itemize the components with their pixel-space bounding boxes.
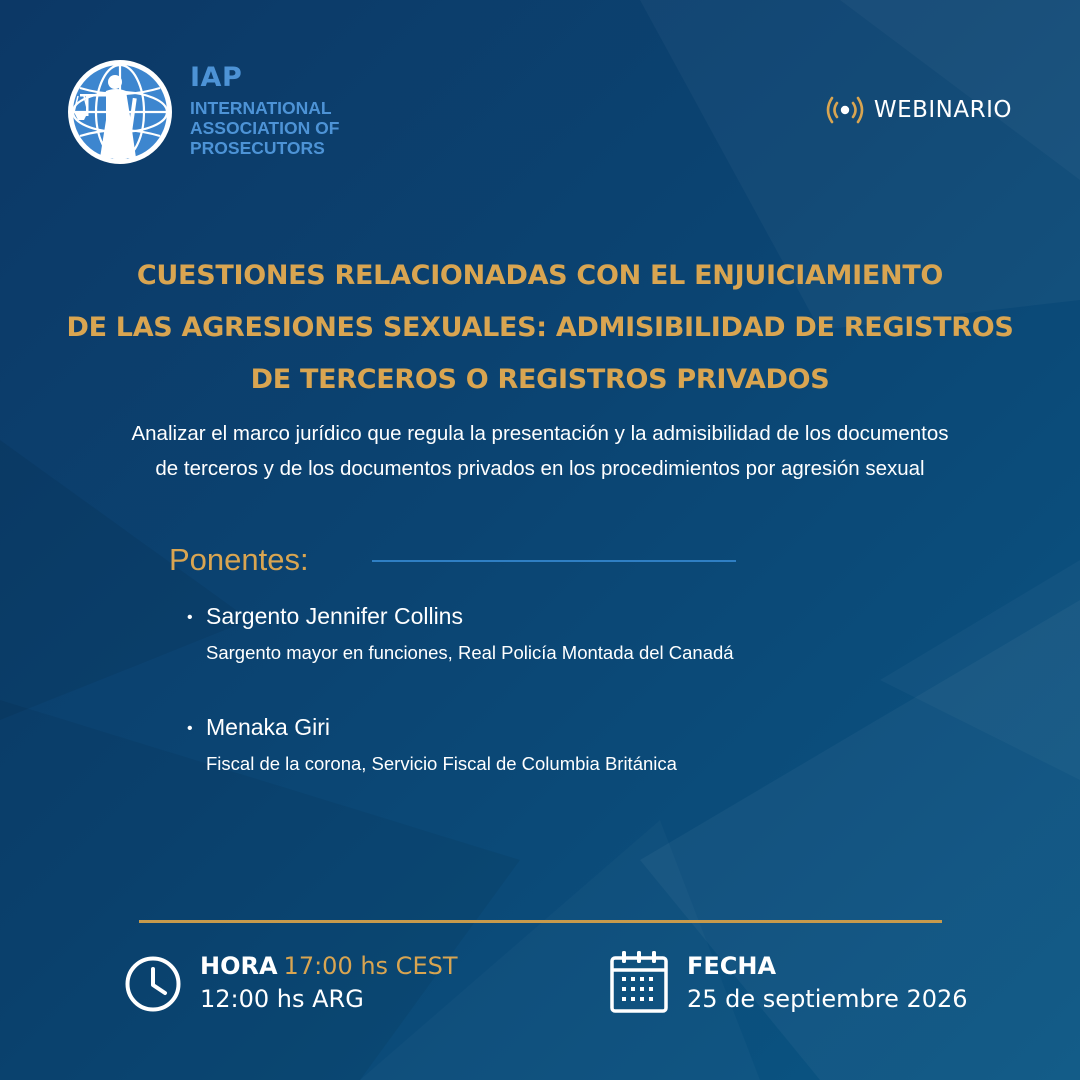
event-description — [40, 416, 1040, 486]
clock-icon — [124, 955, 182, 1013]
bullet-icon: • — [187, 720, 193, 737]
title-line: CUESTIONES RELACIONADAS CON EL ENJUICIAMIENTO — [136, 260, 944, 291]
speaker-name — [187, 711, 677, 745]
broadcast-icon — [824, 94, 866, 126]
time-block — [200, 950, 458, 1016]
webinar-badge — [824, 94, 1012, 126]
speaker-name-text: Sargento Jennifer Collins — [206, 603, 463, 629]
speaker-name — [187, 600, 734, 634]
time-arg: 12:00 hs ARG — [200, 985, 364, 1013]
date-value: 25 de septiembre 2026 — [687, 985, 968, 1013]
bullet-icon: • — [187, 609, 193, 626]
title-line: DE TERCEROS O REGISTROS PRIVADOS — [250, 364, 830, 395]
speaker-role: Sargento mayor en funciones, Real Policía Montada del Canadá — [206, 642, 734, 663]
speaker-item — [187, 600, 734, 666]
brand-acronym: IAP — [190, 62, 243, 93]
speaker-role: Fiscal de la corona, Servicio Fiscal de Columbia Británica — [206, 753, 677, 774]
event-title — [30, 250, 1050, 406]
iap-logo — [66, 58, 174, 166]
description-line: Analizar el marco jurídico que regula la presentación y la admisibilidad de los documentos — [131, 422, 949, 445]
speakers-divider — [372, 560, 736, 562]
description-line: de terceros y de los documentos privados en los procedimientos por agresión sexual — [155, 457, 925, 480]
title-line: DE LAS AGRESIONES SEXUALES: ADMISIBILIDAD DE REGISTROS — [66, 312, 1014, 343]
footer-divider — [139, 920, 942, 923]
brand-name-line: PROSECUTORS — [190, 138, 325, 158]
brand-name-line: INTERNATIONAL — [190, 98, 332, 118]
time-cest: 17:00 hs CEST — [283, 952, 458, 980]
brand-name-line: ASSOCIATION OF — [190, 118, 340, 138]
brand-name — [190, 98, 339, 158]
calendar-icon — [609, 950, 669, 1014]
speaker-name-text: Menaka Giri — [206, 714, 330, 740]
date-block — [687, 950, 968, 1016]
time-label: HORA — [200, 952, 278, 980]
webinar-label: WEBINARIO — [873, 97, 1012, 123]
speakers-heading: Ponentes: — [169, 542, 309, 577]
date-label: FECHA — [687, 952, 777, 980]
time-line — [200, 950, 458, 982]
speaker-item — [187, 711, 677, 777]
